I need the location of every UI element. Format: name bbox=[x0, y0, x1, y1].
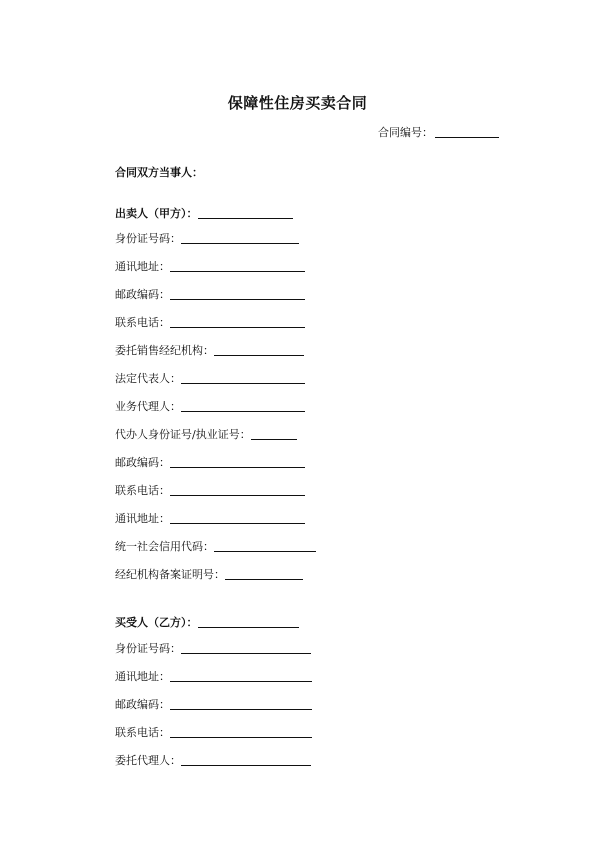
seller-field-row bbox=[115, 567, 303, 582]
field-blank[interactable] bbox=[214, 539, 316, 552]
field-blank[interactable] bbox=[251, 427, 297, 440]
seller-field-row bbox=[115, 399, 305, 414]
field-label: 业务代理人： bbox=[115, 400, 181, 413]
field-label: 联系电话： bbox=[115, 316, 170, 329]
field-label: 邮政编码： bbox=[115, 698, 170, 711]
seller-field-row bbox=[115, 231, 299, 246]
buyer-field-row bbox=[115, 725, 312, 740]
seller-field-row bbox=[115, 371, 305, 386]
field-label: 统一社会信用代码： bbox=[115, 540, 214, 553]
seller-field-row bbox=[115, 315, 305, 330]
field-blank[interactable] bbox=[181, 399, 305, 412]
buyer-name-blank[interactable] bbox=[198, 615, 299, 628]
document-title: 保障性住房买卖合同 bbox=[227, 94, 368, 112]
contract-number-field bbox=[378, 124, 499, 140]
field-label: 身份证号码： bbox=[115, 642, 181, 655]
seller-field-row bbox=[115, 539, 316, 554]
seller-field-row bbox=[115, 511, 305, 526]
buyer-field-row bbox=[115, 697, 312, 712]
field-label: 通讯地址： bbox=[115, 260, 170, 273]
field-blank[interactable] bbox=[170, 725, 312, 738]
seller-field-row bbox=[115, 455, 305, 470]
field-label: 邮政编码： bbox=[115, 288, 170, 301]
field-blank[interactable] bbox=[170, 483, 305, 496]
seller-field-row bbox=[115, 259, 305, 274]
parties-heading: 合同双方当事人： bbox=[115, 166, 203, 179]
field-label: 身份证号码： bbox=[115, 232, 181, 245]
field-label: 联系电话： bbox=[115, 484, 170, 497]
field-blank[interactable] bbox=[181, 371, 305, 384]
field-blank[interactable] bbox=[170, 697, 312, 710]
seller-field-row bbox=[115, 343, 304, 358]
field-blank[interactable] bbox=[214, 343, 304, 356]
seller-field-row bbox=[115, 287, 305, 302]
seller-heading-row bbox=[115, 205, 293, 221]
field-label: 法定代表人： bbox=[115, 372, 181, 385]
buyer-field-row bbox=[115, 669, 312, 684]
field-label: 代办人身份证号/执业证号： bbox=[115, 428, 251, 441]
buyer-heading: 买受人（乙方）： bbox=[115, 616, 198, 629]
field-blank[interactable] bbox=[170, 315, 305, 328]
buyer-field-row bbox=[115, 753, 311, 768]
field-blank[interactable] bbox=[181, 753, 311, 766]
field-blank[interactable] bbox=[170, 455, 305, 468]
field-label: 委托代理人： bbox=[115, 754, 181, 767]
buyer-field-row bbox=[115, 641, 311, 656]
seller-heading: 出卖人（甲方）： bbox=[115, 207, 198, 220]
field-blank[interactable] bbox=[181, 231, 299, 244]
field-label: 经纪机构备案证明号： bbox=[115, 568, 225, 581]
contract-number-blank[interactable] bbox=[435, 125, 499, 138]
seller-name-blank[interactable] bbox=[198, 206, 293, 219]
buyer-heading-row bbox=[115, 614, 299, 630]
seller-field-row bbox=[115, 427, 297, 442]
field-blank[interactable] bbox=[170, 669, 312, 682]
field-label: 联系电话： bbox=[115, 726, 170, 739]
field-label: 委托销售经纪机构： bbox=[115, 344, 214, 357]
field-label: 通讯地址： bbox=[115, 670, 170, 683]
field-label: 通讯地址： bbox=[115, 512, 170, 525]
field-label: 邮政编码： bbox=[115, 456, 170, 469]
field-blank[interactable] bbox=[170, 511, 305, 524]
contract-number-label: 合同编号： bbox=[378, 126, 433, 139]
field-blank[interactable] bbox=[181, 641, 311, 654]
field-blank[interactable] bbox=[170, 259, 305, 272]
field-blank[interactable] bbox=[170, 287, 305, 300]
seller-field-row bbox=[115, 483, 305, 498]
field-blank[interactable] bbox=[225, 567, 303, 580]
